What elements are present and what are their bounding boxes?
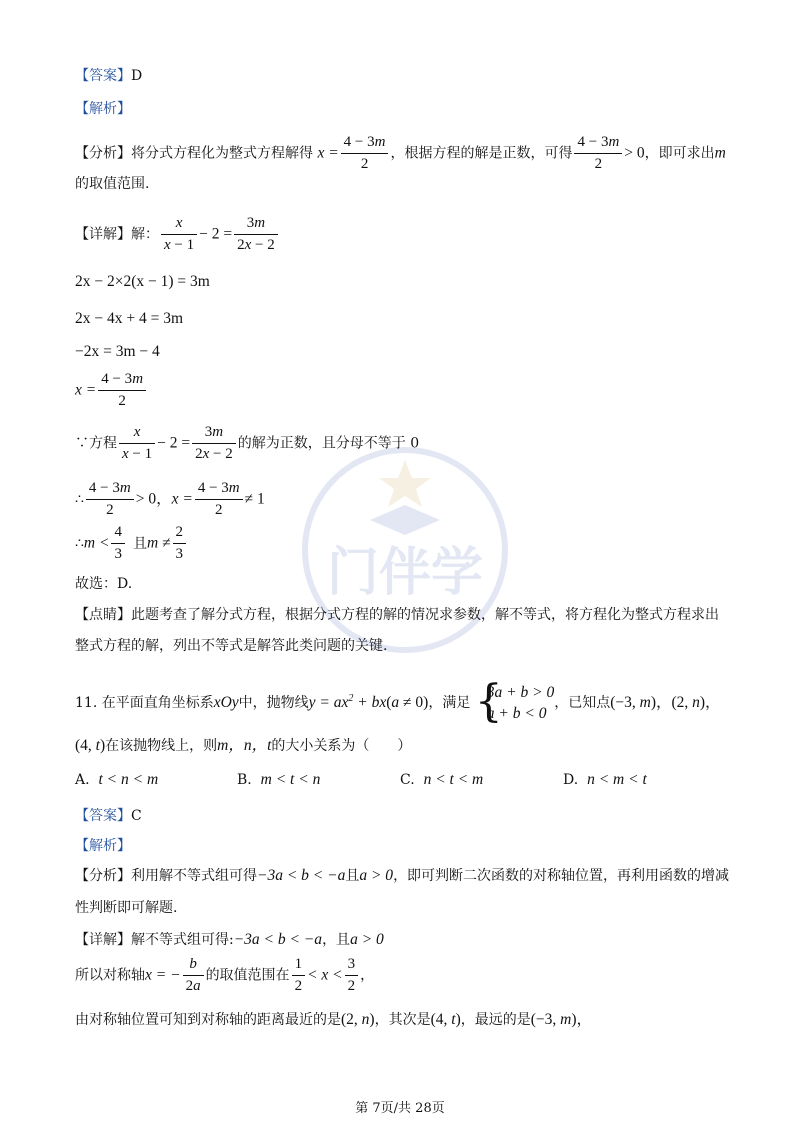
fraction: $\frac{3m}{2x - 2}$ bbox=[234, 215, 278, 254]
fraction: $\frac{1}{2}$ bbox=[292, 956, 306, 995]
fraction: $\frac{x}{x - 1}$ bbox=[119, 424, 155, 463]
q10-step-4 bbox=[75, 371, 148, 410]
q11-stem-text: ，已知点 bbox=[554, 695, 611, 711]
math-expr: xOy bbox=[213, 694, 239, 711]
fraction: $\frac{3}{2}$ bbox=[345, 956, 359, 995]
math-expr: ≠ 1 bbox=[244, 490, 265, 508]
detail-tag: 【详解】 bbox=[75, 226, 131, 243]
q10-because-line bbox=[75, 424, 419, 463]
fraction: $\frac{4 - 3m}{2}$ bbox=[86, 480, 134, 519]
q10-choose: 故选：D. bbox=[75, 576, 133, 592]
answer-tag: 【答案】 bbox=[75, 68, 131, 84]
q11-fenxi-line bbox=[75, 866, 729, 886]
math-expr: (−3, m)，(2, n)， bbox=[610, 694, 721, 711]
therefore-symbol: ∴ bbox=[75, 491, 84, 508]
q11-detail-text: ，最远的是 bbox=[460, 1012, 531, 1028]
q11-stem-text: 的大小关系为（ ） bbox=[271, 738, 412, 754]
math-expr: −3a < b < −a bbox=[257, 867, 346, 884]
q10-step-3: −2x = 3m − 4 bbox=[75, 343, 160, 360]
math-expr: x = bbox=[75, 381, 97, 399]
math-expr: (a ≠ 0) bbox=[386, 694, 429, 711]
q11-stem-text: 中，抛物线 bbox=[238, 695, 309, 711]
q10-step-1: 2x − 2×2(x − 1) = 3m bbox=[75, 273, 210, 290]
fraction: $\frac{4}{3}$ bbox=[111, 524, 125, 563]
fenxi-tag: 【分析】 bbox=[75, 868, 131, 884]
option-text: m < t < n bbox=[260, 771, 321, 788]
q10-fenxi-text: 将分式方程化为整式方程解得 bbox=[131, 145, 313, 162]
math-expr: > 0， bbox=[135, 490, 172, 508]
q11-number: 11. bbox=[75, 695, 98, 711]
option-letter: D. bbox=[563, 772, 579, 788]
q10-fenxi-text: ，即可求出 bbox=[644, 145, 715, 162]
q11-answer-line bbox=[75, 806, 142, 826]
fenxi-tag: 【分析】 bbox=[75, 145, 131, 162]
fraction: $\frac{b}{2a}$ bbox=[183, 956, 204, 995]
fraction: $\frac{4 - 3m}{2}$ bbox=[98, 371, 146, 410]
math-expr: (4, t) bbox=[430, 1011, 461, 1028]
math-expr: −3a < b < −a bbox=[233, 931, 323, 948]
detail-tag: 【详解】 bbox=[75, 932, 131, 948]
q10-fenxi-line bbox=[75, 134, 726, 173]
fraction: $\frac{4 - 3m}{2}$ bbox=[574, 134, 622, 173]
option-b[interactable] bbox=[237, 770, 320, 790]
analysis-tag: 【解析】 bbox=[75, 838, 131, 854]
math-expr: m ≠ bbox=[146, 534, 171, 552]
fraction: $\frac{x}{x - 1}$ bbox=[161, 215, 197, 254]
math-expr: − 2 = bbox=[157, 434, 191, 452]
because-text: ∵方程 bbox=[75, 435, 117, 452]
q11-stem-text: 在平面直角坐标系 bbox=[101, 695, 214, 711]
watermark-text: 门伴学 bbox=[326, 543, 484, 603]
q11-fenxi-line-2: 性判断即可解题. bbox=[75, 900, 178, 916]
math-expr: − 2 = bbox=[199, 225, 233, 243]
dianjing-tag: 【点睛】 bbox=[75, 607, 131, 623]
q10-dianjing-line-2: 整式方程的解，列出不等式是解答此类问题的关键. bbox=[75, 638, 388, 654]
q11-fenxi-text: ，即可判断二次函数的对称轴位置，再利用函数的增减 bbox=[393, 868, 730, 884]
q11-fenxi-text: 利用解不等式组可得 bbox=[131, 868, 257, 884]
fraction: $\frac{4 - 3m}{2}$ bbox=[195, 480, 243, 519]
q10-fenxi-line-2: 的取值范围. bbox=[75, 176, 150, 192]
fraction: $\frac{4 - 3m}{2}$ bbox=[341, 134, 389, 173]
q11-detail-line-2: 所以对称轴x = − $\frac{b}{2a}$ 的取值范围在 $\frac{1}{2}$ < x < $\frac{3}{2}$ ， bbox=[75, 956, 375, 994]
math-expr: (2, n) bbox=[341, 1011, 375, 1028]
detail-lead: 解： bbox=[131, 226, 159, 243]
q10-therefore-line-2 bbox=[75, 524, 188, 563]
math-expr: x = bbox=[171, 490, 193, 508]
q11-detail-text: 解不等式组可得: bbox=[131, 932, 234, 948]
q11-stem-line-1 bbox=[75, 676, 721, 727]
q11-detail-text: ，且 bbox=[322, 932, 351, 948]
math-expr: < x < bbox=[307, 966, 343, 984]
option-d[interactable] bbox=[563, 770, 647, 790]
q10-answer: D bbox=[131, 68, 143, 84]
q11-stem-text: 在该抛物线上，则 bbox=[105, 738, 218, 754]
math-expr: a > 0 bbox=[359, 867, 394, 884]
q11-detail-text: 所以对称轴 bbox=[75, 967, 145, 984]
q11-detail-line-3 bbox=[75, 1010, 592, 1030]
analysis-tag: 【解析】 bbox=[75, 101, 131, 117]
q10-step-2: 2x − 4x + 4 = 3m bbox=[75, 310, 184, 327]
math-expr: x = − bbox=[145, 966, 181, 984]
q11-answer: C bbox=[131, 808, 142, 824]
option-letter: A. bbox=[75, 772, 90, 788]
inequality-system: { 3a + b > 0 a + b < 0 bbox=[474, 676, 555, 727]
dianjing-text: 此题考查了解分式方程，根据分式方程的解的情况求参数，解不等式，将方程化为整式方程求出 bbox=[131, 607, 719, 623]
option-letter: C. bbox=[400, 772, 415, 788]
fraction: $\frac{3m}{2x - 2}$ bbox=[192, 424, 236, 463]
q11-detail-text: 由对称轴位置可知到对称轴的距离最近的是 bbox=[75, 1012, 341, 1028]
and-text: 且 bbox=[132, 535, 147, 552]
fraction: $\frac{2}{3}$ bbox=[173, 524, 187, 563]
and-text: 且 bbox=[345, 868, 360, 884]
option-letter: B. bbox=[237, 772, 252, 788]
q10-dianjing-line bbox=[75, 605, 719, 625]
math-expr: m，n，t bbox=[217, 737, 272, 754]
q10-detail-line bbox=[75, 215, 280, 254]
therefore-symbol: ∴ bbox=[75, 535, 84, 552]
option-text: t < n < m bbox=[98, 771, 159, 788]
math-expr: (4, t) bbox=[75, 737, 106, 754]
q11-detail-text: ，其次是 bbox=[374, 1012, 431, 1028]
q11-stem-line-2 bbox=[75, 736, 411, 756]
q10-answer-line bbox=[75, 66, 142, 86]
q10-therefore-line-1 bbox=[75, 480, 265, 519]
page-footer: 第 7页/共 28页 bbox=[355, 1101, 445, 1116]
q10-fenxi-text: ，根据方程的解是正数，可得 bbox=[390, 145, 573, 162]
q11-detail-text: 的取值范围在 bbox=[205, 967, 290, 984]
q11-stem-text: ，满足 bbox=[428, 695, 471, 711]
option-c[interactable] bbox=[400, 770, 483, 790]
option-a[interactable] bbox=[75, 770, 158, 790]
math-expr: (−3, m)， bbox=[530, 1011, 593, 1028]
math-expr: x = bbox=[317, 144, 339, 162]
because-tail: 的解为正数，且分母不等于 0 bbox=[237, 435, 420, 452]
math-expr: m < bbox=[83, 534, 110, 552]
math-expr: > 0 bbox=[624, 144, 645, 162]
option-text: n < t < m bbox=[423, 771, 484, 788]
math-expr: m bbox=[714, 144, 726, 162]
math-expr: a > 0 bbox=[350, 931, 384, 948]
option-text: n < m < t bbox=[587, 771, 647, 788]
q11-detail-line-1 bbox=[75, 930, 384, 950]
answer-tag: 【答案】 bbox=[75, 808, 131, 824]
math-expr: $y = ax^2$ + bx bbox=[308, 692, 387, 711]
